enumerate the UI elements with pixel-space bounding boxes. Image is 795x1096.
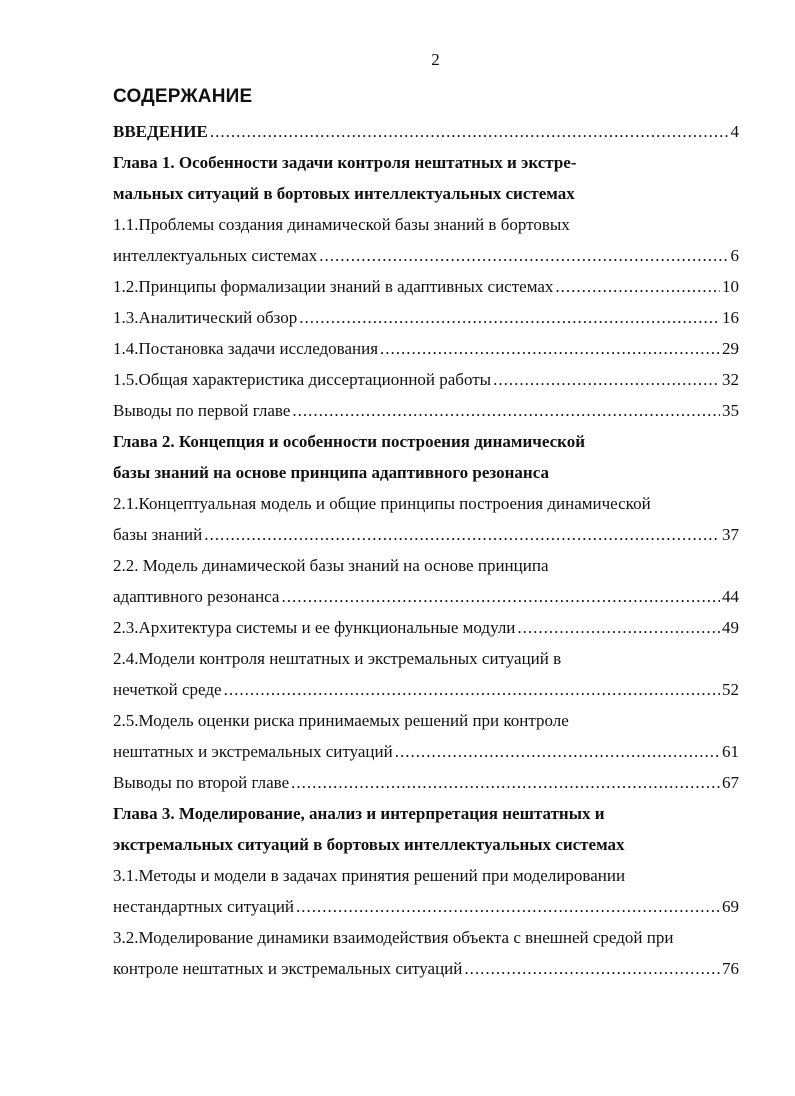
toc-entry [113,519,739,550]
toc-entry-title: нечеткой среде [113,680,222,699]
toc-entry [113,116,739,147]
toc-entry [113,302,739,333]
toc-entry [113,240,739,271]
toc-entry-title: контроле нештатных и экстремальных ситуаций [113,959,463,978]
toc-entry-title: Глава 1. Особенности задачи контроля нештатных и экстре- [113,153,577,172]
toc-entry-title: Глава 2. Концепция и особенности построения динамической [113,432,586,451]
toc-entry [113,922,739,953]
toc-entry-page-number: 52 [722,680,739,699]
toc-entry-title: Глава 3. Моделирование, анализ и интерпретация нештатных и [113,804,605,823]
toc-entry [113,829,739,860]
toc-entry [113,426,739,457]
toc-entry-title: адаптивного резонанса [113,587,280,606]
toc-entry-title: мальных ситуаций в бортовых интеллектуальных системах [113,184,575,203]
toc-entry-page-number: 16 [722,308,739,327]
toc-entry-page-number: 6 [730,246,739,265]
toc-entry-page-number: 37 [722,525,739,544]
toc-entry-title: 1.2.Принципы формализации знаний в адаптивных системах [113,277,554,296]
dot-leader [380,333,720,364]
toc-entry [113,457,739,488]
toc-entry-title: 1.4.Постановка задачи исследования [113,339,379,358]
toc-entry [113,550,739,581]
dot-leader [292,395,720,426]
toc-entry-title: Выводы по первой главе [113,401,291,420]
page-number: 2 [431,50,440,69]
toc-entry-title: 3.1.Методы и модели в задачах принятия решений при моделировании [113,866,626,885]
toc-entry-page-number: 76 [722,959,739,978]
toc-entry-page-number: 35 [722,401,739,420]
toc-entry-title: 2.2. Модель динамической базы знаний на основе принципа [113,556,549,575]
toc-entry [113,612,739,643]
toc-entry-title: нештатных и экстремальных ситуаций [113,742,393,761]
toc-entry-title: нестандартных ситуаций [113,897,295,916]
toc-entry [113,488,739,519]
toc-entry [113,364,739,395]
toc-entry-title: 2.4.Модели контроля нештатных и экстремальных ситуаций в [113,649,562,668]
toc-entry-title: 2.5.Модель оценки риска принимаемых решений при контроле [113,711,569,730]
toc-entry [113,767,739,798]
toc-entry-page-number: 61 [722,742,739,761]
dot-leader [319,240,728,271]
toc-entry-title: базы знаний на основе принципа адаптивного резонанса [113,463,549,482]
toc-entry [113,798,739,829]
toc-entry-page-number: 10 [722,277,739,296]
toc-entry [113,674,739,705]
toc-entry-title: 2.3.Архитектура системы и ее функциональные модули [113,618,516,637]
toc-entry [113,209,739,240]
toc-entry-page-number: 29 [722,339,739,358]
dot-leader [493,364,720,395]
toc-entry-title: 1.1.Проблемы создания динамической базы знаний в бортовых [113,215,570,234]
table-of-contents [113,116,739,984]
toc-entry-title: 1.3.Аналитический обзор [113,308,298,327]
dot-leader [210,116,729,147]
toc-entry [113,147,739,178]
dot-leader [281,581,720,612]
toc-entry-page-number: 4 [730,122,739,141]
toc-entry [113,643,739,674]
dot-leader [299,302,720,333]
toc-entry [113,891,739,922]
toc-entry-title: Выводы по второй главе [113,773,290,792]
toc-entry-title: 2.1.Концептуальная модель и общие принципы построения динамической [113,494,651,513]
toc-entry [113,953,739,984]
toc-entry-title: базы знаний [113,525,203,544]
toc-entry-page-number: 69 [722,897,739,916]
toc-entry [113,736,739,767]
dot-leader [517,612,720,643]
toc-entry [113,705,739,736]
toc-entry-title: 3.2.Моделирование динамики взаимодействия объекта с внешней средой при [113,928,674,947]
toc-entry-page-number: 49 [722,618,739,637]
dot-leader [464,953,720,984]
toc-entry [113,333,739,364]
dot-leader [291,767,720,798]
toc-entry [113,860,739,891]
toc-entry [113,271,739,302]
toc-entry-title: экстремальных ситуаций в бортовых интеллектуальных системах [113,835,625,854]
toc-entry-title: 1.5.Общая характеристика диссертационной работы [113,370,492,389]
toc-entry-title: ВВЕДЕНИЕ [113,122,208,141]
toc-entry [113,581,739,612]
dot-leader [224,674,720,705]
toc-entry-page-number: 32 [722,370,739,389]
toc-entry-title: интеллектуальных системах [113,246,318,265]
dot-leader [555,271,720,302]
toc-entry-page-number: 44 [722,587,739,606]
dot-leader [296,891,720,922]
dot-leader [395,736,720,767]
dot-leader [204,519,720,550]
toc-entry [113,395,739,426]
toc-entry-page-number: 67 [722,773,739,792]
page-title: СОДЕРЖАНИЕ [113,86,253,107]
toc-entry [113,178,739,209]
